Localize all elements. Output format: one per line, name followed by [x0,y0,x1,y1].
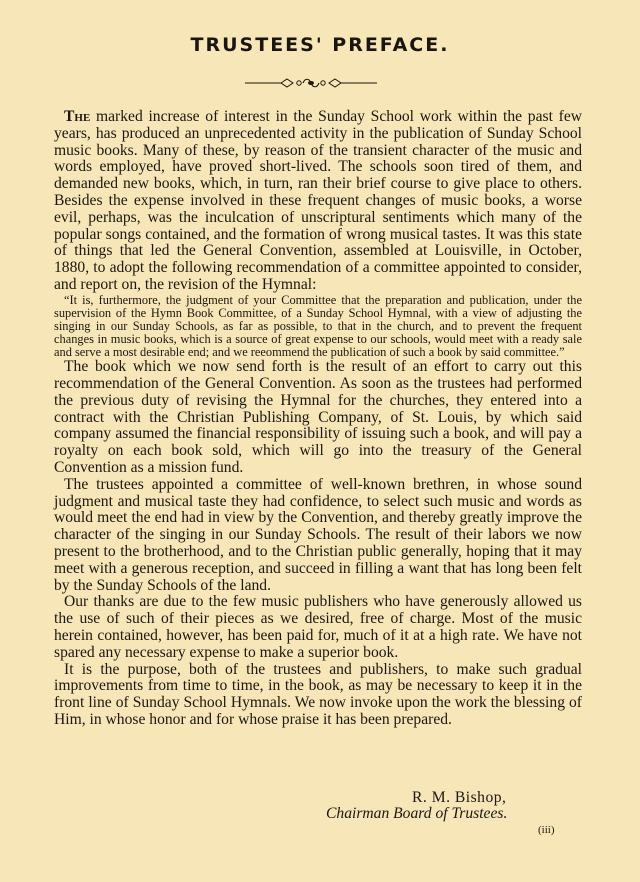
paragraph-intro-text: marked increase of interest in the Sunday School work within the past few years, has produced an unprecedented activity in the publication of Sunday School music books. Many of these, by reason of the transient character of the music and words employed, have proved short-lived. The schools soon tired of them, and demanded new books, which, in turn, ran their brief course to give place to others. Besides the expense involved in these frequent changes of music books, a worse evil, perhaps, was the inculcation of unscriptural sentiments which many of the popular songs contained, and the formation of wrong musical tastes. It was this state of things that led the General Convention, assembled at Louisville, in October, 1880, to adopt the following recommendation of a committee appointed to consider, and report on, the revision of the Hymnal: [54,108,582,293]
paragraph-committee: The trustees appointed a committee of well-known brethren, in whose sound judgment and musical taste they had confidence, to select such music and words as would meet the end had in view by the Convention, and thereby greatly improve the character of the singing in our Sunday Schools. The result of their labors we now present to the brotherhood, and to the Christian public generally, hoping that it may meet with a generous reception, and succeed in filling a want that has long been felt by the Sunday Schools of the land. [54,475,582,594]
page-title: TRUSTEES' PREFACE. [190,34,450,56]
lead-word: The [64,108,91,125]
paragraph-intro [54,109,582,294]
paragraph-thanks: Our thanks are due to the few music publishers who have generously allowed us the use of such of their pieces as we desired, free of charge. Most of the music herein contained, however, has been paid for, much of it at a high rate. We have not spared any necessary expense to make a superior book. [54,593,582,661]
preface-body [54,109,582,729]
decorative-rule-icon [245,76,377,90]
signature-role: Chairman Board of Trustees. [326,805,508,822]
paragraph-purpose: It is the purpose, both of the trustees and publishers, to make such gradual improvements from time to time, in the book, as may be necessary to keep it in the front line of Sunday School Hymnals. We now invoke upon the work the blessing of Him, in whose honor and for whose praise it has been prepared. [54,660,582,728]
quoted-recommendation: “It is, furthermore, the judgment of your Committee that the preparation and publication, under the supervision of the Hymn Book Committee, of a Sunday School Hymnal, with a view of adjusting the singing in our Sunday Schools, as far as possible, to that in the church, and to prevent the frequent changes in music books, which is a source of great expense to our schools, would meet with a ready sale and serve a most desirable end; and we reeommend the publication of such a book by said committee.” [54,292,582,360]
page-number: (iii) [538,824,555,836]
signature-name: R. M. Bishop, [412,789,507,806]
paragraph-book: The book which we now send forth is the result of an effort to carry out this recommendation of the General Convention. As soon as the trustees had performed the previous duty of revising the Hymnal for the churches, they entered into a contract with the Christian Publishing Company, of St. Louis, by which said company assumed the financial responsibility of issuing such a book, and will pay a royalty on each book sold, which will go into the treasury of the General Convention as a mission fund. [54,358,582,477]
